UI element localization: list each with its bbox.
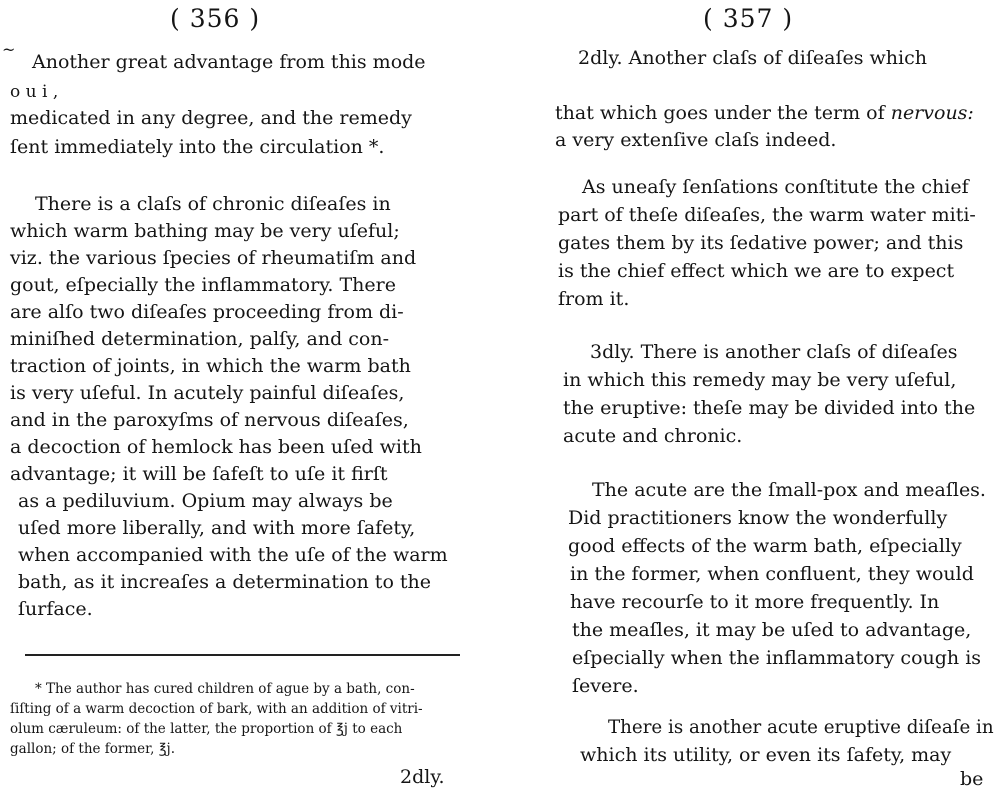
text-line: bath, as it increaſes a determination to the (18, 571, 432, 593)
text-line: part of theſe diſeaſes, the warm water miti- (558, 204, 976, 226)
footnote-line: gallon; of the former, ℥j. (10, 741, 175, 757)
line-text: that which goes under the term of (555, 102, 885, 124)
footnote-line: olum cæruleum: of the latter, the proportion of ℥j to each (10, 721, 403, 737)
catchword: be (960, 768, 984, 790)
text-line: viz. the various ſpecies of rheumatiſm and (10, 247, 417, 269)
left-page (0, 0, 470, 792)
footnote-divider (25, 654, 460, 656)
text-line: miniſhed determination, palſy, and con- (10, 328, 390, 350)
text-line: and in the paroxyſms of nervous diſeaſes, (10, 409, 409, 431)
text-line: is very uſeful. In acutely painful diſeaſes, (10, 382, 405, 404)
text-line: Did practitioners know the wonderfully (568, 507, 948, 529)
text-line: which its utility, or even its ſafety, may (580, 744, 952, 766)
text-line: have recourſe to it more frequently. In (570, 591, 940, 613)
text-line: ſent immediately into the circulation *. (10, 136, 385, 158)
page-number: ( 356 ) (170, 4, 261, 33)
text-line: As uneaſy ſenſations conſtitute the chief (582, 176, 969, 198)
text-line: which warm bathing may be very uſeful; (10, 220, 400, 242)
text-line: are alſo two diſeaſes proceeding from di- (10, 301, 404, 323)
text-line: uſed more liberally, and with more ſafety, (18, 517, 416, 539)
text-line: gout, eſpecially the inflammatory. There (10, 274, 396, 296)
text-line: ſevere. (572, 675, 639, 697)
text-line: eſpecially when the inflammatory cough is (572, 647, 982, 669)
text-line: good effects of the warm bath, eſpecially (568, 535, 962, 557)
text-line: gates them by its ſedative power; and this (558, 232, 964, 254)
text-line: advantage; it will be ſafeſt to uſe it firſt (10, 463, 388, 485)
text-line: from it. (558, 288, 630, 310)
text-line: ſurface. (18, 598, 93, 620)
text-line: a decoction of hemlock has been uſed with (10, 436, 422, 458)
text-line: a very extenſive claſs indeed. (555, 129, 837, 151)
right-page (530, 0, 1000, 792)
stray-mark: ~ (2, 40, 16, 59)
text-line: in the former, when confluent, they would (570, 563, 974, 585)
italic-term: nervous: (890, 102, 974, 124)
text-line: Another great advantage from this mode (32, 51, 426, 73)
text-line: 3dly. There is another claſs of diſeaſes (590, 341, 958, 363)
catchword: 2dly. (400, 766, 445, 788)
text-line: the eruptive: theſe may be divided into the (563, 397, 976, 419)
text-line: the meaſles, it may be uſed to advantage, (572, 619, 972, 641)
text-line (555, 101, 974, 125)
text-line: is the chief effect which we are to expect (558, 260, 955, 282)
text-line: o u i , (10, 82, 59, 102)
text-line: There is another acute eruptive diſeaſe in (608, 716, 994, 738)
text-line: The acute are the ſmall-pox and meaſles. (592, 479, 986, 501)
text-line: traction of joints, in which the warm bath (10, 355, 411, 377)
text-line: in which this remedy may be very uſeful, (563, 369, 957, 391)
text-line: acute and chronic. (563, 425, 743, 447)
footnote-line: * The author has cured children of ague by a bath, con- (35, 681, 415, 697)
footnote-line: ſiſting of a warm decoction of bark, with an addition of vitri- (10, 701, 423, 717)
text-line: when accompanied with the uſe of the warm (18, 544, 448, 566)
text-line: medicated in any degree, and the remedy (10, 107, 412, 129)
page-number: ( 357 ) (703, 4, 794, 33)
text-line: as a pediluvium. Opium may always be (18, 490, 393, 512)
text-line: There is a claſs of chronic diſeaſes in (35, 193, 391, 215)
text-line: 2dly. Another claſs of diſeaſes which (578, 47, 927, 69)
